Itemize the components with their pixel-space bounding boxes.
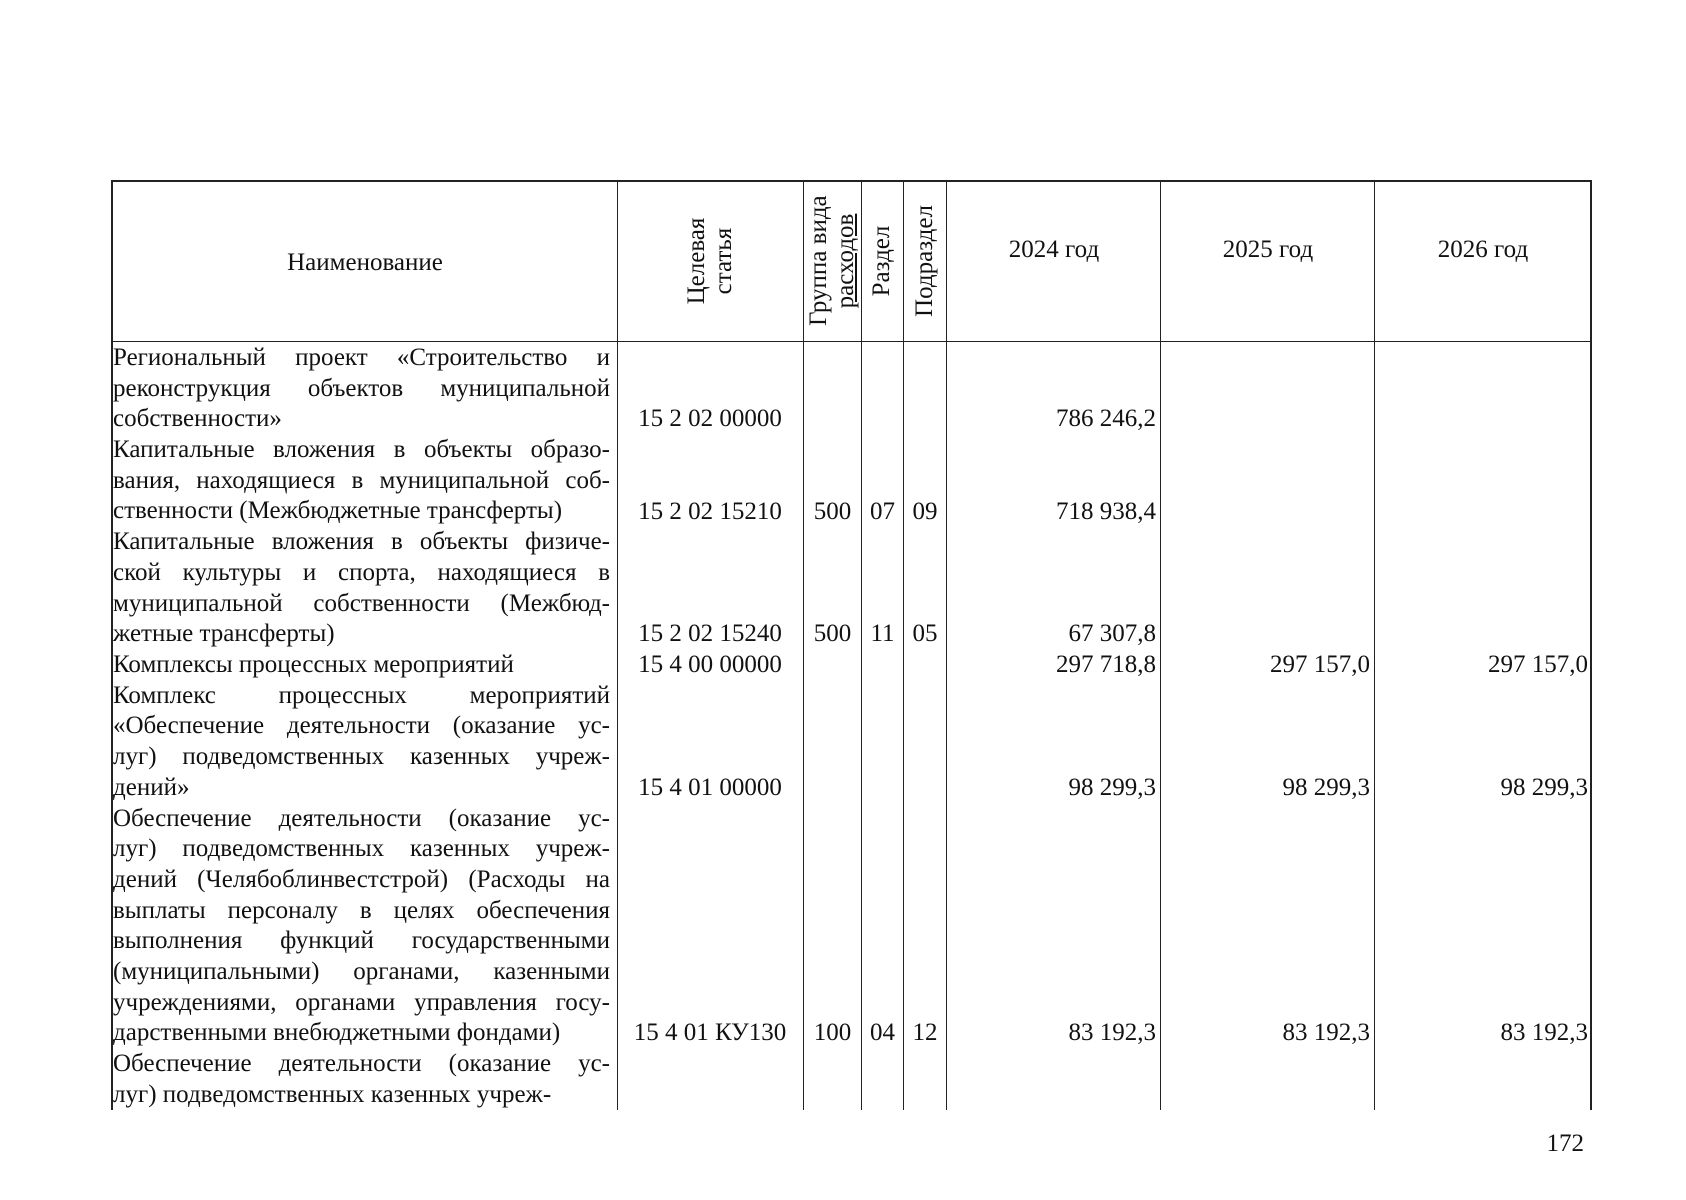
col-divider-section <box>903 181 904 1110</box>
cell-expense-group: 500 <box>813 620 852 648</box>
row-name-line: вания, находящиеся в муниципальной соб- <box>113 466 610 494</box>
cell-section: 11 <box>870 620 895 648</box>
cell-subsection: 09 <box>912 497 938 525</box>
header-2025: 2025 год <box>1222 236 1314 263</box>
row-name-line: Комплекс процессных мероприятий <box>113 681 610 709</box>
table-row-name <box>113 435 610 527</box>
cell-2025: 98 299,3 <box>1282 773 1370 801</box>
table-row-name <box>113 1049 610 1110</box>
table-row-name <box>113 650 610 681</box>
header-name: Наименование <box>287 249 443 276</box>
row-name-line: выполнения функций государственными <box>113 927 610 955</box>
row-name-line: реконструкция объектов муниципальной <box>113 374 610 402</box>
cell-target-article: 15 2 02 15240 <box>638 620 782 648</box>
cell-subsection: 12 <box>912 1019 938 1047</box>
cell-target-article: 15 4 01 КУ130 <box>633 1019 787 1047</box>
row-name-line: Обеспечение деятельности (оказание ус- <box>113 1050 610 1078</box>
cell-expense-group: 500 <box>813 497 852 525</box>
row-name-line: ской культуры и спорта, находящиеся в <box>113 558 610 586</box>
row-name-line: (муниципальными) органами, казенными <box>113 957 610 985</box>
col-divider-group <box>861 181 862 1110</box>
row-name-line: Региональный проект «Строительство и <box>113 344 610 371</box>
header-divider <box>111 341 1592 342</box>
row-name-line: луг) подведомственных казенных учреж- <box>113 835 610 863</box>
row-name-line: луг) подведомственных казенных учреж- <box>113 743 610 771</box>
row-name-line: выплаты персоналу в целях обеспечения <box>113 896 610 924</box>
col-divider-2024 <box>1160 181 1161 1110</box>
row-name-line: ственности (Межбюджетные трансферты) <box>113 497 563 525</box>
cell-2026: 297 157,0 <box>1488 651 1588 678</box>
row-name-line: дарственными внебюджетными фондами) <box>113 1019 561 1047</box>
header-subsection: Подраздел <box>911 205 938 317</box>
cell-2026: 98 299,3 <box>1500 773 1588 801</box>
header-section: Раздел <box>868 225 895 297</box>
cell-expense-group: 100 <box>813 1019 852 1047</box>
cell-target-article: 15 2 02 15210 <box>638 497 782 525</box>
row-name-line: «Обеспечение деятельности (оказание ус- <box>113 712 610 740</box>
cell-target-article: 15 4 01 00000 <box>638 773 782 801</box>
cell-2024: 83 192,3 <box>1068 1019 1156 1047</box>
row-name-line: Обеспечение деятельности (оказание ус- <box>113 804 610 832</box>
header-target-article: Целевая статья <box>683 217 737 305</box>
row-name-line: жетные трансферты) <box>113 620 335 648</box>
cell-target-article: 15 4 00 00000 <box>638 651 782 678</box>
header-expense-group: Группа вида расходов <box>805 195 859 326</box>
col-divider-subsection <box>946 181 947 1110</box>
cell-section: 07 <box>870 497 895 525</box>
cell-2024: 98 299,3 <box>1068 773 1156 801</box>
row-name-line: дений (Челябоблинвестстрой) (Расходы на <box>113 865 610 893</box>
row-name-line: Комплексы процессных мероприятий <box>113 651 514 678</box>
row-name-line: дений» <box>113 773 190 801</box>
cell-2024: 297 718,8 <box>1056 651 1156 678</box>
table-row-name <box>113 343 610 435</box>
cell-2024: 718 938,4 <box>1056 497 1156 525</box>
row-name-line: Капитальные вложения в объекты физиче- <box>113 528 610 556</box>
header-2024: 2024 год <box>1008 236 1100 263</box>
col-divider-2025 <box>1374 181 1375 1110</box>
row-name-line: учреждениями, органами управления госу- <box>113 988 610 1016</box>
row-name-line: муниципальной собственности (Межбюд- <box>113 589 610 617</box>
col-divider-code <box>803 181 804 1110</box>
table-row-name <box>113 681 610 804</box>
table-row-name <box>113 804 610 1050</box>
cell-2025: 83 192,3 <box>1282 1019 1370 1047</box>
header-2026: 2026 год <box>1437 236 1529 263</box>
cell-section: 04 <box>870 1019 895 1047</box>
cell-target-article: 15 2 02 00000 <box>638 405 782 433</box>
row-name-line: луг) подведомственных казенных учреж- <box>113 1080 552 1108</box>
page-number: 172 <box>1546 1130 1584 1157</box>
cell-2026: 83 192,3 <box>1500 1019 1588 1047</box>
row-name-line: собственности» <box>113 405 282 433</box>
col-divider-name <box>617 181 618 1110</box>
cell-2025: 297 157,0 <box>1270 651 1370 678</box>
table-row-name <box>113 527 610 650</box>
cell-2024: 67 307,8 <box>1068 620 1156 648</box>
cell-subsection: 05 <box>912 620 938 648</box>
row-name-line: Капитальные вложения в объекты образо- <box>113 436 610 464</box>
cell-2024: 786 246,2 <box>1056 405 1156 433</box>
